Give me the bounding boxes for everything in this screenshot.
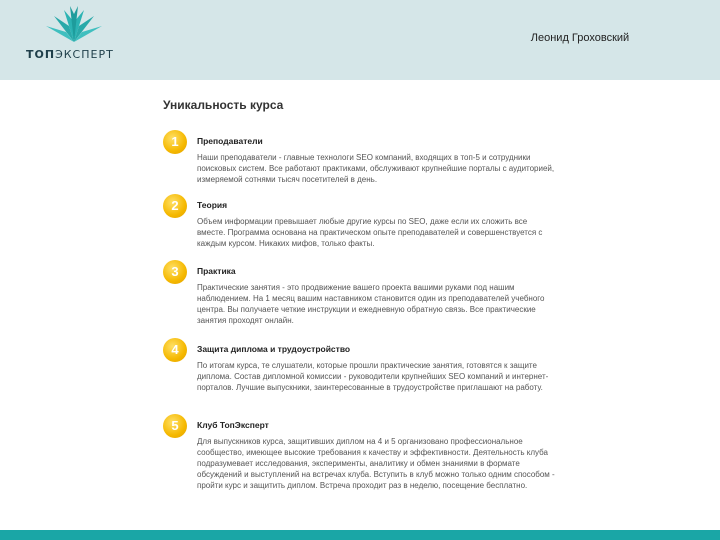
item-title: Клуб ТопЭксперт xyxy=(197,420,269,430)
main-content xyxy=(163,98,563,130)
item-description: Практические занятия - это продвижение вашего проекта вашими руками под нашим наблюдением. На 1 месяц вашим наставником становится один из преподавателей учебного центра. Вы получаете четкие инструкции и ежедневную обратную связь. Все практические занятия проходят онлайн. xyxy=(197,283,545,325)
logo[interactable] xyxy=(26,4,126,70)
number-badge: 1 xyxy=(163,130,187,154)
number-badge: 5 xyxy=(163,414,187,438)
header-bar xyxy=(0,0,720,80)
number-badge: 3 xyxy=(163,260,187,284)
page-title: Уникальность курса xyxy=(163,98,284,112)
item-title: Преподаватели xyxy=(197,136,263,146)
item-description: По итогам курса, те слушатели, которые прошли практические занятия, готовятся к защите диплома. Состав дипломной комиссии - руководители крупнейших SEO компаний и интернет-порталов. Лучшие выпускники, заинтересованные в трудоустройстве приглашают на работу. xyxy=(197,361,549,392)
item-description: Объем информации превышает любые другие курсы по SEO, даже если их сложить все вместе. Программа основана на практическом опыте преподавателей и совершенствуется с каждым курсом. Никаких мифов, только факты. xyxy=(197,217,543,248)
item-title: Практика xyxy=(197,266,236,276)
number-badge: 4 xyxy=(163,338,187,362)
number-badge: 2 xyxy=(163,194,187,218)
item-title: Теория xyxy=(197,200,228,210)
item-title: Защита диплома и трудоустройство xyxy=(197,344,351,354)
lotus-logo-icon xyxy=(42,4,106,44)
author-name: Леонид Гроховский xyxy=(530,32,630,44)
logo-wordmark: ТОПЭКСПЕРТ xyxy=(26,48,114,61)
item-description: Для выпускников курса, защитивших диплом на 4 и 5 организовано профессиональное сообщество, имеющее высокие требования к качеству и эффективности. Деятельность клуба подразумевает исследования, эксперименты, аналитику и обмен знаниями в формате обсуждений и выступлений на встречах клуба. Вступить в клуб можно только одним способом - пройти курс и защитить диплом. Встреча проходит раз в неделю, посещение бесплатно. xyxy=(197,437,555,490)
item-description: Наши преподаватели - главные технологи SEO компаний, входящих в топ-5 и сотрудники поисковых систем. Все работают практиками, обслуживают крупнейшие порталы с аудиторией, измеряемой сотнями тысяч посетителей в день. xyxy=(197,153,555,184)
footer-accent-bar xyxy=(0,530,720,540)
